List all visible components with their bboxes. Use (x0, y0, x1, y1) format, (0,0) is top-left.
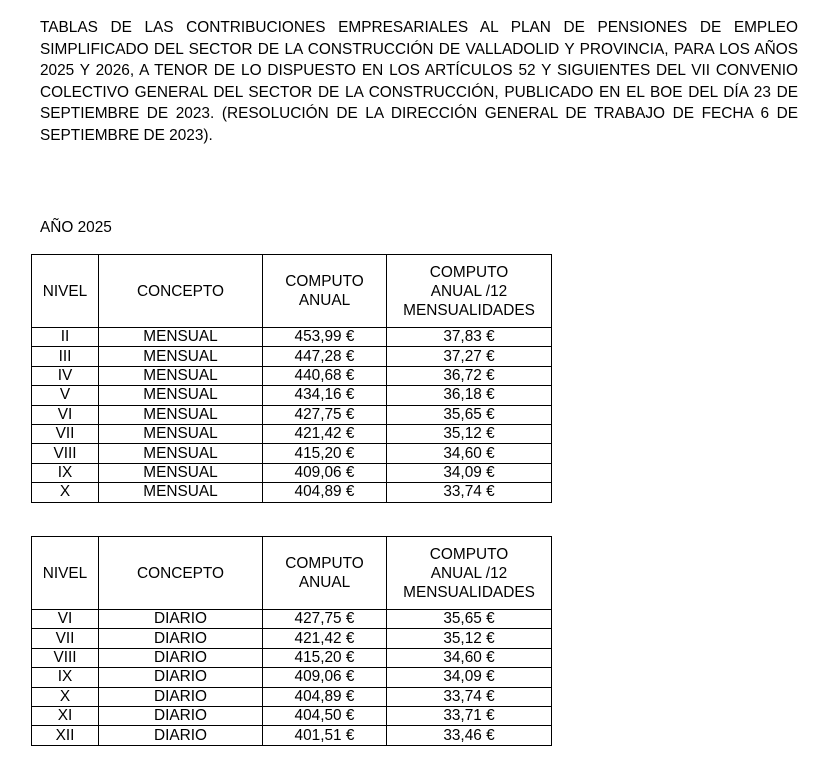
cell-computo-anual: 415,20 € (263, 444, 387, 463)
header-concepto: CONCEPTO (99, 255, 263, 328)
header-computo-mensual-line-2: ANUAL /12 (430, 282, 508, 300)
cell-concepto: MENSUAL (99, 405, 263, 424)
table-row (32, 328, 552, 347)
cell-concepto: DIARIO (99, 648, 263, 667)
cell-concepto: MENSUAL (99, 463, 263, 482)
cell-computo-mensual: 33,71 € (387, 706, 552, 725)
cell-concepto: DIARIO (99, 610, 263, 629)
diario-contributions-table (31, 536, 552, 746)
cell-nivel: VI (32, 405, 99, 424)
cell-computo-mensual: 34,09 € (387, 463, 552, 482)
cell-computo-mensual: 35,65 € (387, 405, 552, 424)
table-body (32, 328, 552, 503)
cell-computo-anual: 440,68 € (263, 366, 387, 385)
cell-computo-anual: 447,28 € (263, 347, 387, 366)
table-row (32, 463, 552, 482)
cell-computo-anual: 409,06 € (263, 668, 387, 687)
table-row (32, 668, 552, 687)
header-computo-anual (263, 255, 387, 328)
header-computo-mensual (387, 255, 552, 328)
cell-concepto: MENSUAL (99, 424, 263, 443)
table-row (32, 424, 552, 443)
cell-computo-anual: 409,06 € (263, 463, 387, 482)
header-computo-mensual-line-2: ANUAL /12 (430, 564, 508, 582)
table-row (32, 629, 552, 648)
cell-computo-mensual: 35,12 € (387, 424, 552, 443)
table-row (32, 366, 552, 385)
table-row (32, 726, 552, 745)
cell-nivel: III (32, 347, 99, 366)
cell-computo-mensual: 34,60 € (387, 648, 552, 667)
header-computo-anual-line-1: COMPUTO (285, 555, 364, 572)
cell-computo-anual: 415,20 € (263, 648, 387, 667)
cell-computo-mensual: 33,74 € (387, 687, 552, 706)
header-computo-mensual-line-3: MENSUALIDADES (403, 583, 535, 601)
cell-concepto: MENSUAL (99, 386, 263, 405)
document-heading: TABLAS DE LAS CONTRIBUCIONES EMPRESARIALES AL PLAN DE PENSIONES DE EMPLEO SIMPLIFICADO DEL SECTOR DE LA CONSTRUCCIÓN DE VALLADOLID Y PROVINCIA, PARA LOS AÑOS 2025 Y 2026, A TENOR DE LO DISPUESTO EN LOS ARTÍCULOS 52 Y SIGUIENTES DEL VII CONVENIO COLECTIVO GENERAL DEL SECTOR DE LA CONSTRUCCIÓN, PUBLICADO EN EL BOE DEL DÍA 23 DE SEPTIEMBRE DE 2023. (RESOLUCIÓN DE LA DIRECCIÓN GENERAL DE TRABAJO DE FECHA 6 DE SEPTIEMBRE DE 2023). (40, 19, 798, 144)
cell-nivel: X (32, 687, 99, 706)
cell-computo-mensual: 36,18 € (387, 386, 552, 405)
cell-nivel: XI (32, 706, 99, 725)
cell-nivel: VII (32, 424, 99, 443)
table-header-row (32, 537, 552, 610)
table-row (32, 483, 552, 502)
cell-computo-mensual: 37,27 € (387, 347, 552, 366)
cell-concepto: DIARIO (99, 706, 263, 725)
cell-nivel: IV (32, 366, 99, 385)
cell-concepto: DIARIO (99, 687, 263, 706)
cell-computo-mensual: 34,09 € (387, 668, 552, 687)
table-row (32, 347, 552, 366)
cell-computo-mensual: 34,60 € (387, 444, 552, 463)
table-row (32, 687, 552, 706)
cell-concepto: MENSUAL (99, 444, 263, 463)
header-computo-anual-line-2: ANUAL (298, 574, 351, 591)
cell-concepto: DIARIO (99, 726, 263, 745)
header-concepto: CONCEPTO (99, 537, 263, 610)
cell-nivel: VII (32, 629, 99, 648)
header-computo-anual-line-1: COMPUTO (285, 273, 364, 290)
cell-nivel: V (32, 386, 99, 405)
header-computo-mensual-line-1: COMPUTO (429, 263, 509, 281)
cell-nivel: VIII (32, 648, 99, 667)
table-row (32, 444, 552, 463)
cell-concepto: DIARIO (99, 668, 263, 687)
table-row (32, 706, 552, 725)
cell-computo-anual: 401,51 € (263, 726, 387, 745)
cell-computo-mensual: 36,72 € (387, 366, 552, 385)
header-nivel: NIVEL (32, 537, 99, 610)
cell-concepto: DIARIO (99, 629, 263, 648)
cell-concepto: MENSUAL (99, 328, 263, 347)
cell-computo-mensual: 33,46 € (387, 726, 552, 745)
cell-computo-mensual: 37,83 € (387, 328, 552, 347)
cell-computo-anual: 434,16 € (263, 386, 387, 405)
cell-nivel: IX (32, 668, 99, 687)
cell-computo-mensual: 35,65 € (387, 610, 552, 629)
table-row (32, 386, 552, 405)
cell-nivel: II (32, 328, 99, 347)
cell-computo-anual: 421,42 € (263, 629, 387, 648)
cell-computo-mensual: 35,12 € (387, 629, 552, 648)
header-computo-anual (263, 537, 387, 610)
year-label: AÑO 2025 (40, 219, 112, 236)
cell-nivel: VI (32, 610, 99, 629)
header-computo-mensual (387, 537, 552, 610)
cell-nivel: XII (32, 726, 99, 745)
cell-computo-anual: 404,50 € (263, 706, 387, 725)
cell-computo-anual: 453,99 € (263, 328, 387, 347)
table-row (32, 648, 552, 667)
mensual-contributions-table (31, 254, 552, 503)
cell-computo-anual: 427,75 € (263, 405, 387, 424)
table-header-row (32, 255, 552, 328)
cell-concepto: MENSUAL (99, 483, 263, 502)
header-nivel: NIVEL (32, 255, 99, 328)
table-body (32, 610, 552, 746)
cell-computo-mensual: 33,74 € (387, 483, 552, 502)
header-computo-mensual-line-3: MENSUALIDADES (403, 301, 535, 319)
table-row (32, 405, 552, 424)
cell-computo-anual: 421,42 € (263, 424, 387, 443)
cell-concepto: MENSUAL (99, 347, 263, 366)
header-computo-mensual-line-1: COMPUTO (429, 545, 509, 563)
cell-computo-anual: 404,89 € (263, 687, 387, 706)
cell-computo-anual: 427,75 € (263, 610, 387, 629)
cell-concepto: MENSUAL (99, 366, 263, 385)
header-computo-anual-line-2: ANUAL (298, 292, 351, 309)
cell-nivel: VIII (32, 444, 99, 463)
cell-computo-anual: 404,89 € (263, 483, 387, 502)
cell-nivel: X (32, 483, 99, 502)
table-row (32, 610, 552, 629)
cell-nivel: IX (32, 463, 99, 482)
